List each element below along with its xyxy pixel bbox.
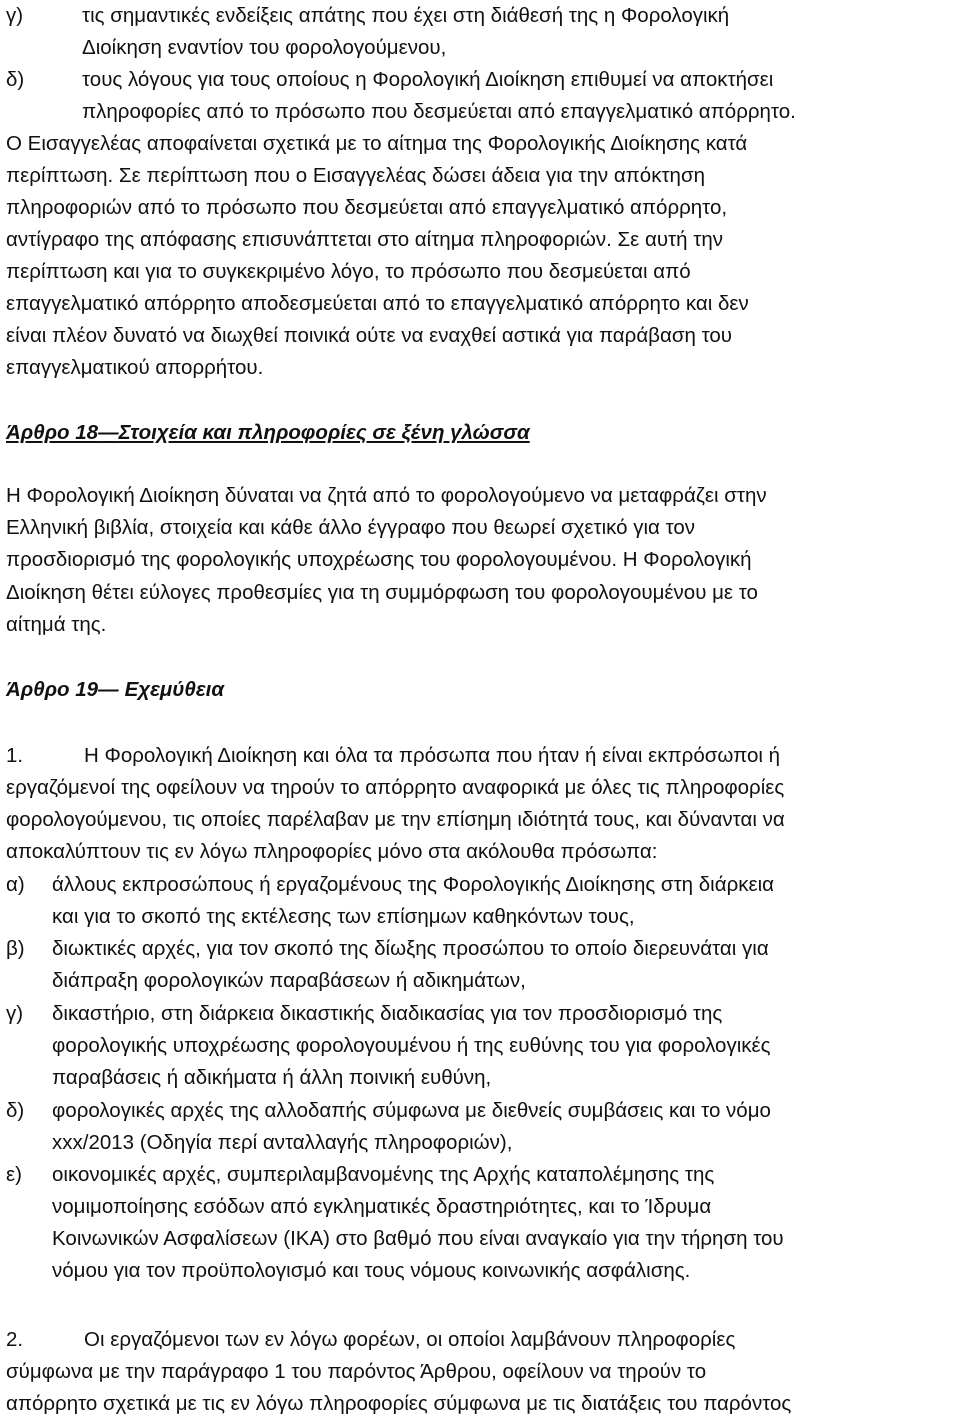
list-item-text: xxx/2013 (Οδηγία περί ανταλλαγής πληροφοριών), xyxy=(52,1131,513,1154)
list-item-text: τους λόγους για τους οποίους η Φορολογική Διοίκηση επιθυμεί να αποκτήσει xyxy=(82,68,774,91)
paragraph-line: εργαζόμενοί της οφείλουν να τηρούν το απόρρητο αναφορικά με όλες τις πληροφορίες xyxy=(6,776,785,799)
heading-dash: — xyxy=(98,421,119,444)
article-18-number: Άρθρο 18 xyxy=(6,421,99,444)
paragraph-line: είναι πλέον δυνατό να διωχθεί ποινικά ούτε να εναχθεί αστικά για παράβαση του xyxy=(6,324,732,347)
article-19-paragraph-1-first-line xyxy=(6,740,780,772)
article-19-number: Άρθρο 19 xyxy=(6,678,99,701)
heading-dash: — xyxy=(98,678,119,701)
paragraph-line: αίτημά της. xyxy=(6,613,107,636)
paragraph-line: Ο Εισαγγελέας αποφαίνεται σχετικά με το αίτημα της Φορολογικής Διοίκησης κατά xyxy=(6,132,748,155)
list-item-text: άλλους εκπροσώπους ή εργαζομένους της Φορολογικής Διοίκησης στη διάρκεια xyxy=(52,873,775,896)
paragraph-line: σύμφωνα με την παράγραφο 1 του παρόντος Άρθρου, οφείλουν να τηρούν το xyxy=(6,1360,707,1383)
paragraph-line: Ελληνική βιβλία, στοιχεία και κάθε άλλο έγγραφο που θεωρεί σχετικό για τον xyxy=(6,516,696,539)
article-18-title: Στοιχεία και πληροφορίες σε ξένη γλώσσα xyxy=(118,421,530,444)
article-18-heading xyxy=(6,417,530,449)
list-item-text: νομιμοποίησης εσόδων από εγκληματικές δραστηριότητες, και το Ίδρυμα xyxy=(52,1195,712,1218)
list-item-text: νόμου για τον προϋπολογισμό και τους νόμους κοινωνικής ασφάλισης. xyxy=(52,1259,691,1282)
list-item-text: παραβάσεις ή αδικήματα ή άλλη ποινική ευθύνη, xyxy=(52,1066,492,1089)
paragraph-line: περίπτωση. Σε περίπτωση που ο Εισαγγελέας δώσει άδεια για την απόκτηση xyxy=(6,164,706,187)
list-item-text: Κοινωνικών Ασφαλίσεων (ΙΚΑ) στο βαθμό που είναι αναγκαίο για την τήρηση του xyxy=(52,1227,784,1250)
paragraph-line: απόρρητο σχετικά με τις εν λόγω πληροφορίες σύμφωνα με τις διατάξεις του παρόντος xyxy=(6,1392,792,1415)
paragraph-line: Η Φορολογική Διοίκηση δύναται να ζητά από το φορολογούμενο να μεταφράζει στην xyxy=(6,484,767,507)
paragraph-line: προσδιορισμό της φορολογικής υποχρέωσης του φορολογουμένου. Η Φορολογική xyxy=(6,548,752,571)
paragraph-number: 1. xyxy=(6,744,24,767)
paragraph-line: Διοίκηση θέτει εύλογες προθεσμίες για τη συμμόρφωση του φορολογουμένου με το xyxy=(6,581,758,604)
paragraph-line: πληροφοριών από το πρόσωπο που δεσμεύεται από επαγγελματικό απόρρητο, xyxy=(6,196,728,219)
list-marker: β) xyxy=(6,937,25,960)
list-item-text: φορολογικής υποχρέωσης φορολογουμένου ή της ευθύνης του για φορολογικές xyxy=(52,1034,771,1057)
paragraph-number: 2. xyxy=(6,1328,24,1351)
list-item-text: δικαστήριο, στη διάρκεια δικαστικής διαδικασίας για τον προσδιορισμό της xyxy=(52,1002,723,1025)
paragraph-line: επαγγελματικό απόρρητο αποδεσμεύεται από το επαγγελματικό απόρρητο και δεν xyxy=(6,292,749,315)
list-item-text: πληροφορίες από το πρόσωπο που δεσμεύεται από επαγγελματικό απόρρητο. xyxy=(82,100,796,123)
list-item-text: και για το σκοπό της εκτέλεσης των επίσημων καθηκόντων τους, xyxy=(52,905,635,928)
list-marker: γ) xyxy=(6,1002,24,1025)
paragraph-line: περίπτωση και για το συγκεκριμένο λόγο, το πρόσωπο που δεσμεύεται από xyxy=(6,260,691,283)
list-marker: δ) xyxy=(6,1099,25,1122)
article-19-heading xyxy=(6,674,224,706)
article-19-paragraph-2-first-line xyxy=(6,1324,735,1356)
list-marker: δ) xyxy=(6,68,25,91)
article-19-title: Εχεμύθεια xyxy=(124,678,225,701)
list-marker: ε) xyxy=(6,1163,22,1186)
list-marker: α) xyxy=(6,873,25,896)
paragraph-line: επαγγελματικού απορρήτου. xyxy=(6,356,264,379)
list-item-text: διωκτικές αρχές, για τον σκοπό της δίωξης προσώπου το οποίο διερευνάται για xyxy=(52,937,769,960)
list-item-text: οικονομικές αρχές, συμπεριλαμβανομένης της Αρχής καταπολέμησης της xyxy=(52,1163,715,1186)
list-item-text: τις σημαντικές ενδείξεις απάτης που έχει στη διάθεσή της η Φορολογική xyxy=(82,4,730,27)
paragraph-line: Η Φορολογική Διοίκηση και όλα τα πρόσωπα που ήταν ή είναι εκπρόσωποι ή xyxy=(84,744,780,767)
list-item-text: Διοίκηση εναντίον του φορολογούμενου, xyxy=(82,36,447,59)
paragraph-line: αποκαλύπτουν τις εν λόγω πληροφορίες μόνο στα ακόλουθα πρόσωπα: xyxy=(6,840,658,863)
list-item-text: φορολογικές αρχές της αλλοδαπής σύμφωνα με διεθνείς συμβάσεις και το νόμο xyxy=(52,1099,771,1122)
paragraph-line: Οι εργαζόμενοι των εν λόγω φορέων, οι οποίοι λαμβάνουν πληροφορίες xyxy=(84,1328,736,1351)
paragraph-line: φορολογούμενου, τις οποίες παρέλαβαν με την επίσημη ιδιότητά τους, και δύνανται να xyxy=(6,808,785,831)
list-marker: γ) xyxy=(6,4,24,27)
paragraph-line: αντίγραφο της απόφασης επισυνάπτεται στο αίτημα πληροφοριών. Σε αυτή την xyxy=(6,228,723,251)
list-item-text: διάπραξη φορολογικών παραβάσεων ή αδικημάτων, xyxy=(52,969,526,992)
